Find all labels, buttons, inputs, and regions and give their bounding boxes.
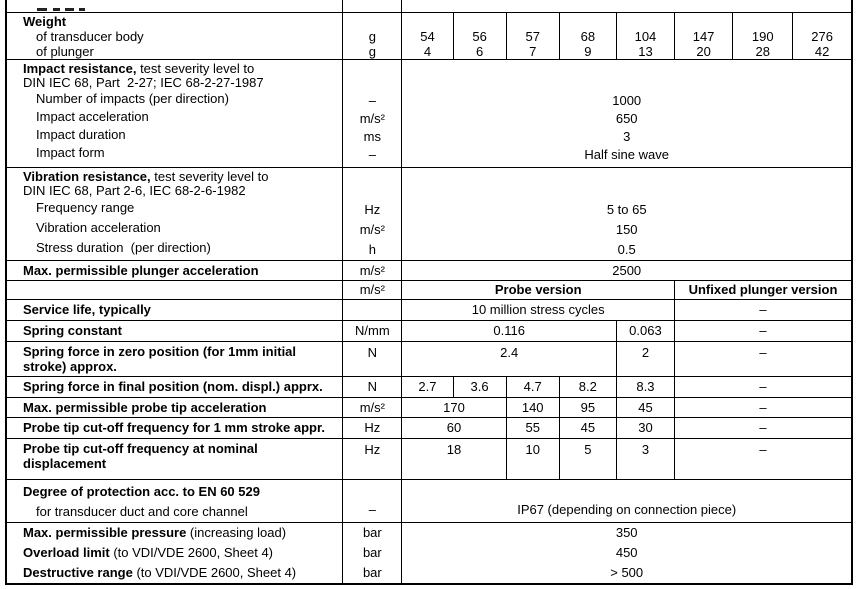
unit-cell: m/s² bbox=[343, 260, 402, 280]
probe-tip-acceleration-row bbox=[6, 397, 852, 417]
vibration-item-unit: h bbox=[368, 241, 376, 257]
value-cell: 60 bbox=[402, 417, 506, 438]
value-cell: 2.4 bbox=[402, 341, 616, 376]
unit-cell: – bbox=[343, 479, 402, 522]
vibration-item-value: 0.5 bbox=[617, 241, 636, 257]
unit-cell bbox=[343, 59, 402, 167]
impact-item-label: Impact acceleration bbox=[36, 108, 149, 124]
value-cell: 0.063 bbox=[616, 320, 674, 341]
value-cell bbox=[733, 12, 793, 59]
destructive-value: > 500 bbox=[610, 564, 644, 580]
row-label bbox=[6, 280, 343, 299]
spring-constant-row bbox=[6, 320, 852, 341]
overload-label-rest: (to VDI/VDE 2600, Sheet 4) bbox=[109, 544, 274, 560]
destructive-label-rest: (to VDI/VDE 2600, Sheet 4) bbox=[132, 564, 297, 580]
partial-label-cell bbox=[6, 0, 343, 12]
value-cell: 3.6 bbox=[453, 376, 506, 397]
value-cell: 0.116 bbox=[402, 320, 616, 341]
service-life-row bbox=[6, 299, 852, 320]
weight-body-value: 68 bbox=[580, 28, 596, 44]
vibration-resistance-row bbox=[6, 167, 852, 260]
value-cell: – bbox=[675, 299, 852, 320]
value-cell: 55 bbox=[506, 417, 559, 438]
value-cell bbox=[402, 522, 852, 584]
row-label: Max. permissible plunger acceleration bbox=[6, 260, 343, 280]
spec-table bbox=[5, 0, 853, 585]
value-cell: – bbox=[675, 417, 852, 438]
weight-plunger-value: 4 bbox=[423, 43, 432, 59]
unit-cell bbox=[343, 299, 402, 320]
weight-row bbox=[6, 12, 852, 59]
unit-cell: N/mm bbox=[343, 320, 402, 341]
value-cell: 10 bbox=[506, 438, 559, 479]
partial-row bbox=[6, 0, 852, 12]
impact-item-value: 650 bbox=[615, 110, 638, 126]
overload-label: Overload limit bbox=[23, 544, 110, 560]
impact-title-line2: DIN IEC 68, Part 2-27; IEC 68-2-27-1987 bbox=[23, 74, 264, 90]
plunger-acceleration-row bbox=[6, 260, 852, 280]
row-label bbox=[6, 167, 343, 260]
impact-item-unit: – bbox=[368, 146, 376, 162]
destructive-label: Destructive range bbox=[23, 564, 133, 580]
unit-cell: m/s² bbox=[343, 280, 402, 299]
vibration-item-label: Frequency range bbox=[36, 199, 135, 215]
weight-label: Weight bbox=[23, 13, 67, 29]
weight-sub-label: of transducer body bbox=[36, 28, 144, 44]
value-cell bbox=[616, 12, 674, 59]
weight-body-value: 54 bbox=[420, 28, 435, 44]
unfixed-plunger-version-header: Unfixed plunger version bbox=[675, 280, 852, 299]
weight-unit: g bbox=[368, 43, 376, 59]
value-cell bbox=[793, 12, 852, 59]
unit-cell bbox=[343, 12, 402, 59]
value-cell: 5 bbox=[559, 438, 616, 479]
value-cell bbox=[402, 59, 852, 167]
clipped-text-remnant bbox=[79, 8, 85, 11]
row-label: Spring constant bbox=[6, 320, 343, 341]
impact-item-value: 3 bbox=[623, 128, 631, 144]
value-cell: 45 bbox=[616, 397, 674, 417]
value-cell: 2.7 bbox=[402, 376, 453, 397]
clipped-text-remnant bbox=[37, 8, 47, 11]
spring-force-zero-row bbox=[6, 341, 852, 376]
row-label: Probe tip cut-off frequency for 1 mm stroke appr. bbox=[6, 417, 343, 438]
clipped-text-remnant bbox=[53, 8, 60, 11]
row-label bbox=[6, 59, 343, 167]
unit-cell: Hz bbox=[343, 417, 402, 438]
partial-value-cell bbox=[402, 0, 852, 12]
value-cell: 2 bbox=[616, 341, 674, 376]
value-cell: IP67 (depending on connection piece) bbox=[402, 479, 852, 522]
value-cell bbox=[675, 12, 733, 59]
weight-plunger-value: 6 bbox=[475, 43, 484, 59]
pressure-limits-row bbox=[6, 522, 852, 584]
value-cell: 3 bbox=[616, 438, 674, 479]
value-cell: 8.2 bbox=[559, 376, 616, 397]
value-cell bbox=[402, 12, 453, 59]
vibration-title-rest: test severity level to bbox=[150, 168, 269, 184]
value-cell: – bbox=[675, 438, 852, 479]
impact-item-label: Number of impacts (per direction) bbox=[36, 90, 229, 106]
pressure-unit: bar bbox=[362, 524, 382, 540]
unit-cell: Hz bbox=[343, 438, 402, 479]
value-cell: 140 bbox=[506, 397, 559, 417]
pressure-label: Max. permissible pressure bbox=[23, 524, 187, 540]
unit-cell: N bbox=[343, 341, 402, 376]
impact-item-unit: ms bbox=[363, 128, 382, 144]
row-label: Max. permissible probe tip acceleration bbox=[6, 397, 343, 417]
row-label: Spring force in final position (nom. displ.) apprx. bbox=[6, 376, 343, 397]
impact-resistance-row bbox=[6, 59, 852, 167]
vibration-title: Vibration resistance, bbox=[23, 168, 151, 184]
impact-title: Impact resistance, bbox=[23, 60, 137, 76]
weight-plunger-value: 20 bbox=[696, 43, 711, 59]
value-cell bbox=[506, 12, 559, 59]
value-cell bbox=[559, 12, 616, 59]
probe-version-header: Probe version bbox=[402, 280, 675, 299]
vibration-item-label: Vibration acceleration bbox=[36, 219, 161, 235]
pressure-value: 350 bbox=[615, 524, 638, 540]
weight-body-value: 56 bbox=[472, 28, 487, 44]
weight-body-value: 104 bbox=[634, 28, 657, 44]
destructive-unit: bar bbox=[362, 564, 382, 580]
protection-label: Degree of protection acc. to EN 60 529 bbox=[23, 483, 260, 499]
weight-plunger-value: 42 bbox=[814, 43, 830, 59]
vibration-title-line2: DIN IEC 68, Part 2-6, IEC 68-2-6-1982 bbox=[23, 182, 246, 198]
value-cell: – bbox=[675, 376, 852, 397]
weight-body-value: 276 bbox=[811, 28, 833, 44]
weight-body-value: 190 bbox=[751, 28, 774, 44]
row-label bbox=[6, 12, 343, 59]
impact-item-unit: – bbox=[368, 92, 376, 108]
impact-item-value: 1000 bbox=[612, 92, 642, 108]
weight-plunger-value: 9 bbox=[584, 43, 592, 59]
value-cell: – bbox=[675, 320, 852, 341]
weight-sub-label: of plunger bbox=[36, 43, 94, 59]
value-cell: 4.7 bbox=[506, 376, 559, 397]
unit-cell: N bbox=[343, 376, 402, 397]
value-cell: 170 bbox=[402, 397, 506, 417]
vibration-item-unit: m/s² bbox=[359, 221, 385, 237]
value-cell: 10 million stress cycles bbox=[402, 299, 675, 320]
clipped-text-remnant bbox=[65, 8, 74, 11]
row-label: Spring force in zero position (for 1mm initial stroke) approx. bbox=[6, 341, 343, 376]
spring-force-final-row bbox=[6, 376, 852, 397]
vibration-item-label: Stress duration (per direction) bbox=[36, 239, 211, 255]
vibration-item-value: 5 to 65 bbox=[606, 201, 647, 217]
row-label bbox=[6, 522, 343, 584]
value-cell: 2500 bbox=[402, 260, 852, 280]
value-cell: 30 bbox=[616, 417, 674, 438]
protection-row bbox=[6, 479, 852, 522]
weight-body-value: 57 bbox=[525, 28, 540, 44]
value-cell: 8.3 bbox=[616, 376, 674, 397]
row-label: Service life, typically bbox=[6, 299, 343, 320]
value-cell bbox=[402, 167, 852, 260]
value-cell: 45 bbox=[559, 417, 616, 438]
row-label: Probe tip cut-off frequency at nominal displacement bbox=[6, 438, 343, 479]
value-cell: – bbox=[675, 341, 852, 376]
overload-unit: bar bbox=[362, 544, 382, 560]
weight-plunger-value: 28 bbox=[755, 43, 770, 59]
unit-cell bbox=[343, 167, 402, 260]
cutoff-frequency-nominal-row bbox=[6, 438, 852, 479]
weight-body-value: 147 bbox=[692, 28, 715, 44]
impact-item-label: Impact duration bbox=[36, 126, 126, 142]
value-cell: – bbox=[675, 397, 852, 417]
version-header-row bbox=[6, 280, 852, 299]
cutoff-frequency-1mm-row bbox=[6, 417, 852, 438]
weight-plunger-value: 13 bbox=[638, 43, 653, 59]
value-cell: 95 bbox=[559, 397, 616, 417]
vibration-item-value: 150 bbox=[615, 221, 638, 237]
vibration-item-unit: Hz bbox=[364, 201, 381, 217]
impact-item-value: Half sine wave bbox=[584, 146, 669, 162]
unit-cell bbox=[343, 522, 402, 584]
unit-cell: m/s² bbox=[343, 397, 402, 417]
row-label bbox=[6, 479, 343, 522]
partial-unit-cell bbox=[343, 0, 402, 12]
protection-sub-label: for transducer duct and core channel bbox=[36, 503, 248, 519]
weight-unit: g bbox=[368, 28, 376, 44]
overload-value: 450 bbox=[615, 544, 638, 560]
weight-plunger-value: 7 bbox=[529, 43, 537, 59]
impact-item-unit: m/s² bbox=[359, 110, 385, 126]
pressure-label-rest: (increasing load) bbox=[186, 524, 287, 540]
impact-title-rest: test severity level to bbox=[136, 60, 255, 76]
impact-item-label: Impact form bbox=[36, 144, 105, 160]
value-cell: 18 bbox=[402, 438, 506, 479]
value-cell bbox=[453, 12, 506, 59]
